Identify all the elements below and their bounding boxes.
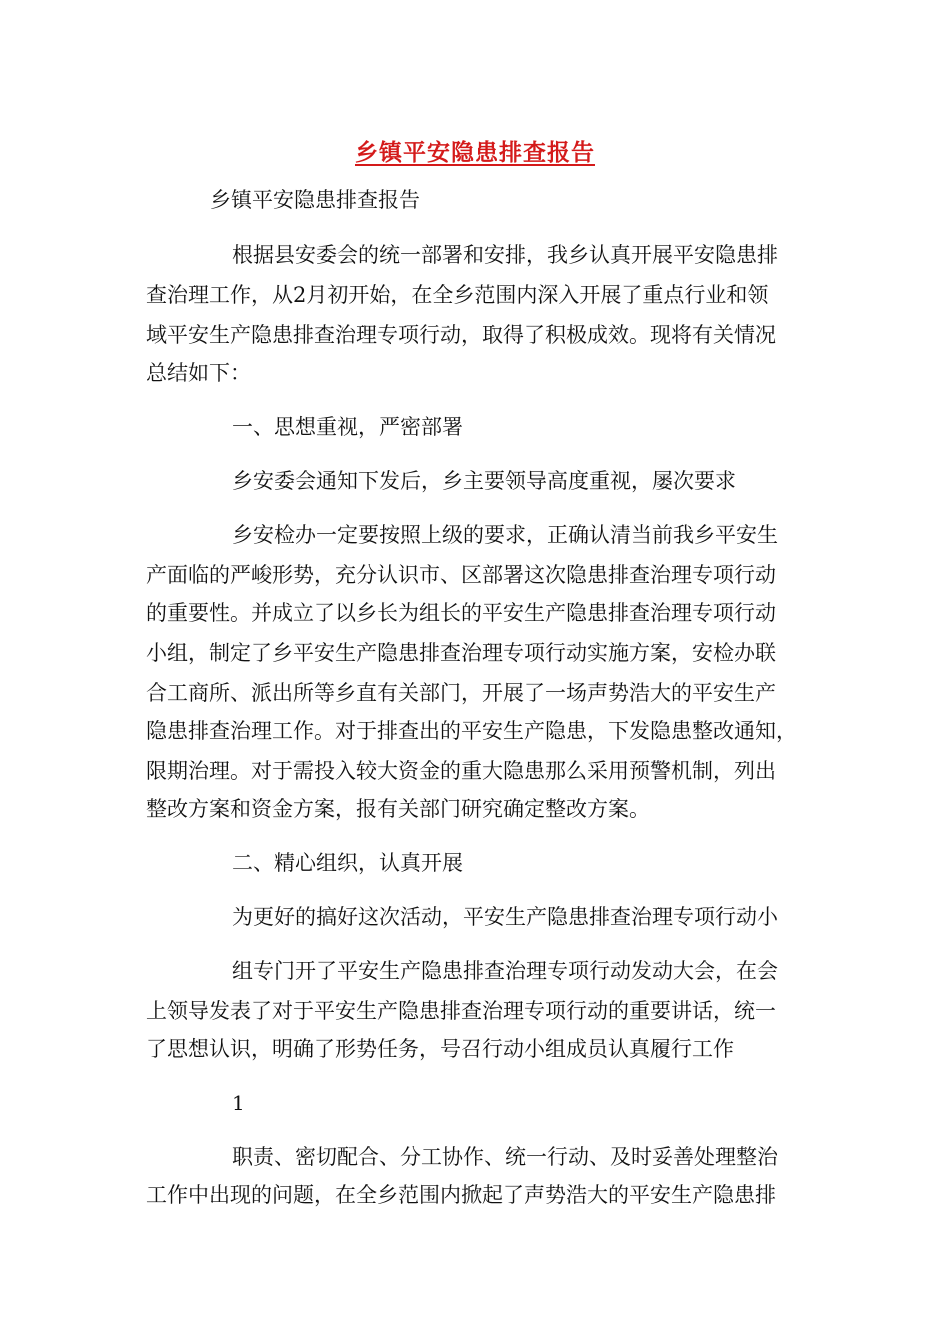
paragraph-5-line-3: 了思想认识，明确了形势任务，号召行动小组成员认真履行工作 xyxy=(146,1037,734,1061)
document-title: 乡镇平安隐患排查报告 xyxy=(355,140,595,166)
paragraph-3-line-6: 隐患排查治理工作。对于排查出的平安生产隐患，下发隐患整改通知， xyxy=(146,719,797,743)
paragraph-2: 乡安委会通知下发后，乡主要领导高度重视，屡次要求 xyxy=(232,469,736,493)
paragraph-5-line-1: 组专门开了平安生产隐患排查治理专项行动发动大会，在会 xyxy=(232,959,778,983)
paragraph-3-line-5: 合工商所、派出所等乡直有关部门，开展了一场声势浩大的平安生产 xyxy=(146,681,776,705)
page-number: 1 xyxy=(232,1091,245,1115)
section-heading-2: 二、精心组织，认真开展 xyxy=(232,851,463,875)
paragraph-6-line-2: 工作中出现的问题，在全乡范围内掀起了声势浩大的平安生产隐患排 xyxy=(146,1183,776,1207)
paragraph-3-line-2: 产面临的严峻形势，充分认识市、区部署这次隐患排查治理专项行动 xyxy=(146,563,776,587)
paragraph-3-line-8: 整改方案和资金方案，报有关部门研究确定整改方案。 xyxy=(146,797,650,821)
section-heading-1: 一、思想重视，严密部署 xyxy=(232,415,463,439)
paragraph-4: 为更好的搞好这次活动，平安生产隐患排查治理专项行动小 xyxy=(232,905,778,929)
paragraph-5-line-2: 上领导发表了对于平安生产隐患排查治理专项行动的重要讲话，统一 xyxy=(146,999,776,1023)
paragraph-6-line-1: 职责、密切配合、分工协作、统一行动、及时妥善处理整治 xyxy=(232,1145,778,1169)
paragraph-1-line-2: 查治理工作，从2月初开始，在全乡范围内深入开展了重点行业和领 xyxy=(146,283,769,307)
paragraph-1-line-1: 根据县安委会的统一部署和安排，我乡认真开展平安隐患排 xyxy=(232,243,778,267)
paragraph-3-line-4: 小组，制定了乡平安生产隐患排查治理专项行动实施方案，安检办联 xyxy=(146,641,776,665)
paragraph-1-line-3: 域平安生产隐患排查治理专项行动，取得了积极成效。现将有关情况 xyxy=(146,323,776,347)
paragraph-1-line-4: 总结如下： xyxy=(146,361,251,385)
paragraph-3-line-7: 限期治理。对于需投入较大资金的重大隐患那么采用预警机制，列出 xyxy=(146,759,776,783)
paragraph-3-line-1: 乡安检办一定要按照上级的要求，正确认清当前我乡平安生 xyxy=(232,523,778,547)
paragraph-3-line-3: 的重要性。并成立了以乡长为组长的平安生产隐患排查治理专项行动 xyxy=(146,601,776,625)
document-subtitle: 乡镇平安隐患排查报告 xyxy=(210,188,420,212)
